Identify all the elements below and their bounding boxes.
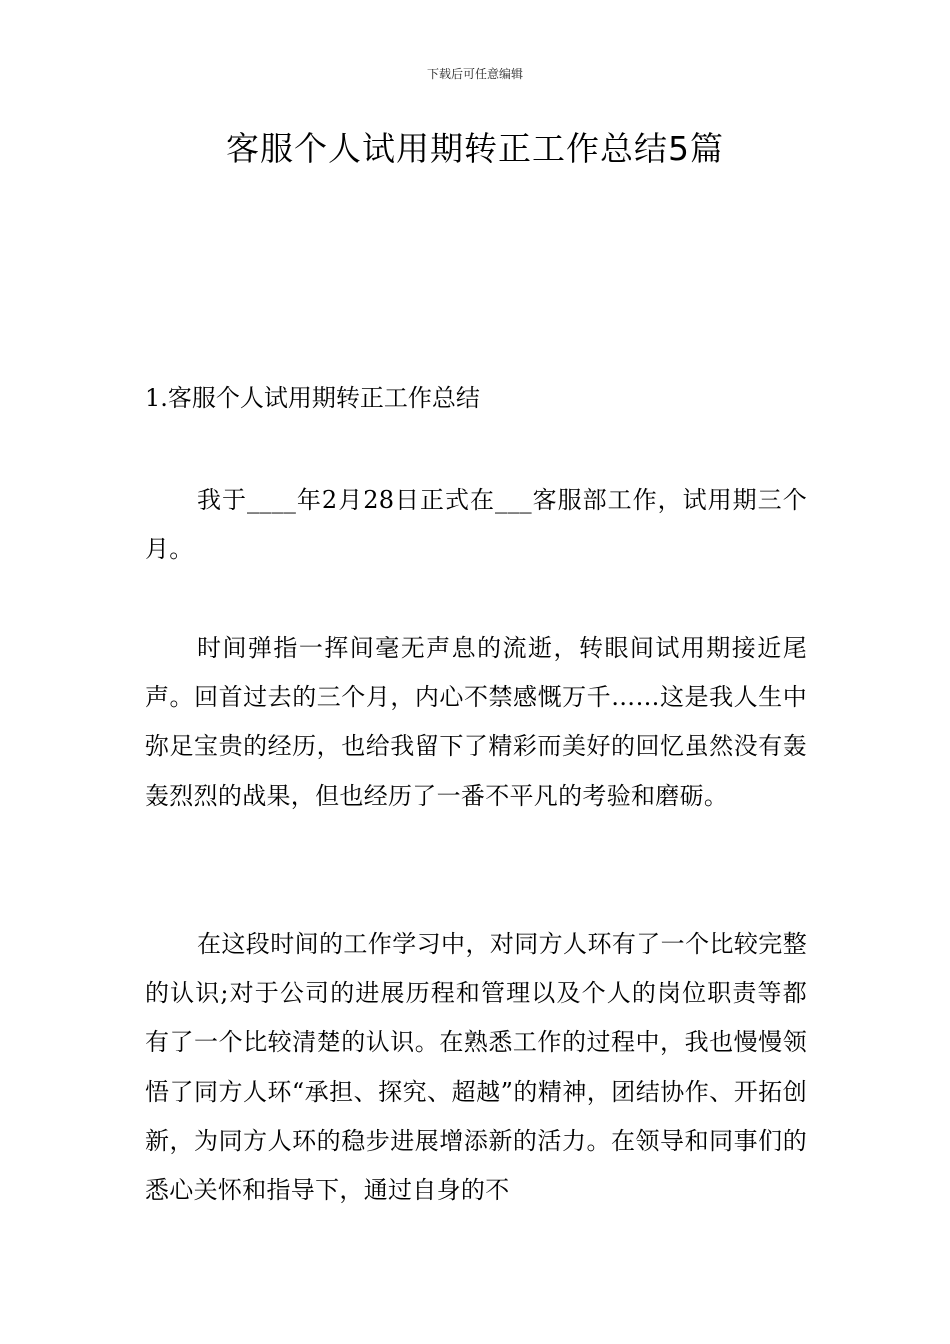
paragraph: 时间弹指一挥间毫无声息的流逝，转眼间试用期接近尾声。回首过去的三个月，内心不禁感慨万千……这是我人生中弥足宝贵的经历，也给我留下了精彩而美好的回忆虽然没有轰轰烈烈的战果，但也经历了一番不平凡的考验和磨砺。 [145, 634, 807, 810]
document-title: 客服个人试用期转正工作总结5篇 [226, 129, 724, 168]
header-note: 下载后可任意编辑 [426, 67, 523, 81]
paragraph: 我于____年2月28日正式在___客服部工作，试用期三个月。 [145, 486, 807, 564]
paragraph: 在这段时间的工作学习中，对同方人环有了一个比较完整的认识;对于公司的进展历程和管理以及个人的岗位职责等都有了一个比较清楚的认识。在熟悉工作的过程中，我也慢慢领悟了同方人环“承担、探究、超越”的精神，团结协作、开拓创新，为同方人环的稳步进展增添新的活力。在领导和同事们的悉心关怀和指导下，通过自身的不 [145, 930, 807, 1205]
section-heading: 1.客服个人试用期转正工作总结 [145, 384, 480, 412]
